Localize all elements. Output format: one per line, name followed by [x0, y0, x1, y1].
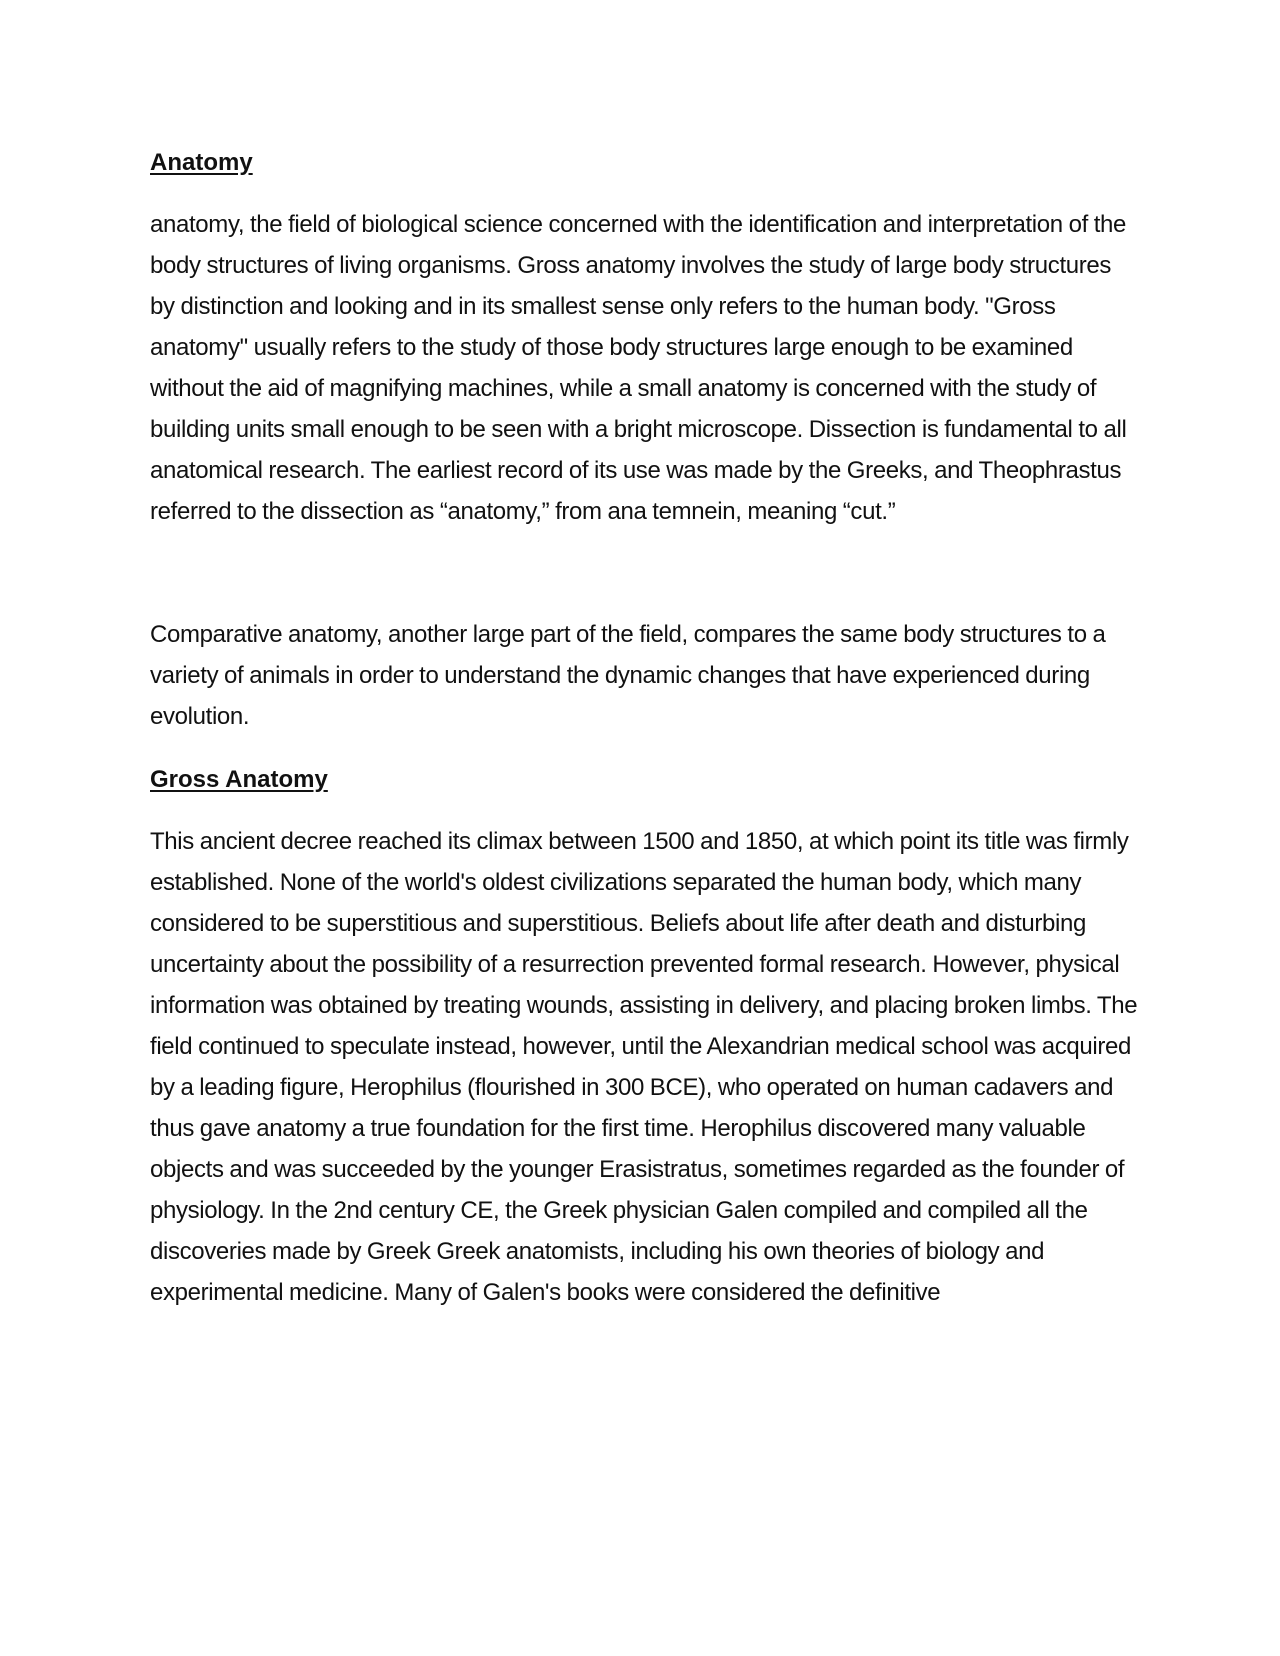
section-heading-anatomy: Anatomy [150, 149, 253, 176]
section-heading-gross-anatomy: Gross Anatomy [150, 766, 328, 793]
paragraph-comparative-anatomy: Comparative anatomy, another large part of the field, compares the same body structures to a variety of animals in order to understand the dynamic changes that have experienced during evolution. [150, 621, 1106, 730]
paragraph-gross-anatomy-history: This ancient decree reached its climax between 1500 and 1850, at which point its title was firmly established. None of the world's oldest civilizations separated the human body, which many considered to be superstitious and superstitious. Beliefs about life after death and disturbing uncertainty about the possibility of a resurrection prevented formal research. However, physical information was obtained by treating wounds, assisting in delivery, and placing broken limbs. The field continued to speculate instead, however, until the Alexandrian medical school was acquired by a leading figure, Herophilus (flourished in 300 BCE), who operated on human cadavers and thus gave anatomy a true foundation for the first time. Herophilus discovered many valuable objects and was succeeded by the younger Erasistratus, sometimes regarded as the founder of physiology. In the 2nd century CE, the Greek physician Galen compiled and compiled all the discoveries made by Greek Greek anatomists, including his own theories of biology and experimental medicine. Many of Galen's books were considered the definitive [150, 828, 1138, 1306]
paragraph-anatomy-definition: anatomy, the field of biological science concerned with the identification and interpretation of the body structures of living organisms. Gross anatomy involves the study of large body structures by distinction and looking and in its smallest sense only refers to the human body. "Gross anatomy" usually refers to the study of those body structures large enough to be examined without the aid of magnifying machines, while a small anatomy is concerned with the study of building units small enough to be seen with a bright microscope. Dissection is fundamental to all anatomical research. The earliest record of its use was made by the Greeks, and Theophrastus referred to the dissection as “anatomy,” from ana temnein, meaning “cut.” [150, 211, 1127, 525]
document-body [150, 148, 1140, 1313]
